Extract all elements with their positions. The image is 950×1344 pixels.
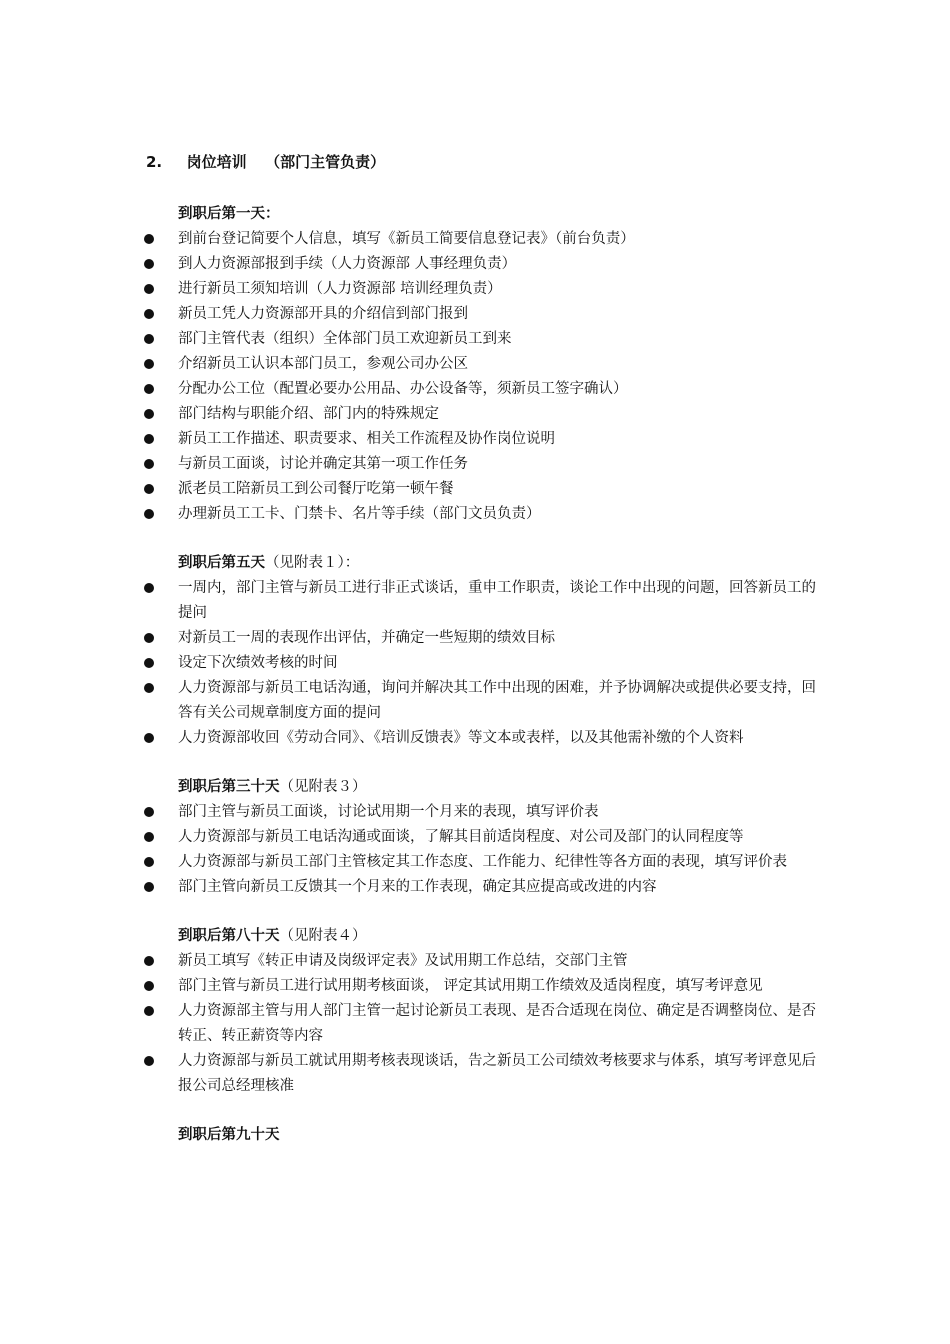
schedule-section	[0, 775, 950, 900]
list-item	[0, 302, 950, 327]
list-item	[0, 676, 950, 726]
list-item-text: 人力资源部与新员工电话沟通，询问并解决其工作中出现的困难，并予协调解决或提供必要支持，回答有关公司规章制度方面的提问	[178, 680, 816, 721]
section-title-bold: 到职后第九十天	[178, 1127, 280, 1143]
list-item	[0, 949, 950, 974]
bullet-icon	[144, 683, 154, 693]
bullet-icon	[144, 334, 154, 344]
list-item-text: 部门主管向新员工反馈其一个月来的工作表现，确定其应提高或改进的内容	[178, 879, 657, 895]
bullet-icon	[144, 832, 154, 842]
section-title	[178, 924, 950, 949]
list-item	[0, 377, 950, 402]
section-title-bold: 到职后第八十天	[178, 928, 280, 944]
list-item-text: 部门主管与新员工面谈，讨论试用期一个月来的表现，填写评价表	[178, 804, 599, 820]
bullet-icon	[144, 1006, 154, 1016]
list-item	[0, 427, 950, 452]
list-item	[0, 477, 950, 502]
bullet-icon	[144, 658, 154, 668]
list-item-text: 部门结构与职能介绍、部门内的特殊规定	[178, 406, 439, 422]
list-item-text: 到人力资源部报到手续（人力资源部 人事经理负责）	[178, 256, 517, 272]
bullet-icon	[144, 434, 154, 444]
list-item	[0, 452, 950, 477]
section-heading	[146, 151, 385, 173]
list-item-text: 进行新员工须知培训（人力资源部 培训经理负责）	[178, 281, 502, 297]
section-title	[178, 1123, 950, 1148]
bullet-icon	[144, 309, 154, 319]
heading-title: 岗位培训	[186, 153, 247, 171]
list-item	[0, 974, 950, 999]
section-title-bold: 到职后第五天	[178, 555, 265, 571]
list-item-text: 设定下次绩效考核的时间	[178, 655, 338, 671]
section-title-note: （见附表１）：	[265, 555, 360, 571]
list-item-text: 介绍新员工认识本部门员工，参观公司办公区	[178, 356, 468, 372]
list-item	[0, 277, 950, 302]
list-item	[0, 1049, 950, 1099]
list-item-text: 新员工工作描述、职责要求、相关工作流程及协作岗位说明	[178, 431, 555, 447]
bullet-icon	[144, 259, 154, 269]
list-item-text: 人力资源部与新员工部门主管核定其工作态度、工作能力、纪律性等各方面的表现，填写评价表	[178, 854, 787, 870]
bullet-icon	[144, 384, 154, 394]
training-schedule	[0, 202, 950, 1148]
bullet-icon	[144, 509, 154, 519]
list-item-text: 新员工填写《转正申请及岗级评定表》及试用期工作总结，交部门主管	[178, 953, 628, 969]
list-item	[0, 402, 950, 427]
list-item-text: 一周内，部门主管与新员工进行非正式谈话，重申工作职责，谈论工作中出现的问题，回答新员工的提问	[178, 580, 816, 621]
bullet-icon	[144, 583, 154, 593]
schedule-section	[0, 1123, 950, 1148]
list-item	[0, 850, 950, 875]
bullet-list	[0, 800, 950, 900]
list-item	[0, 352, 950, 377]
heading-note: （部门主管负责）	[265, 153, 386, 171]
list-item-text: 人力资源部与新员工就试用期考核表现谈话，告之新员工公司绩效考核要求与体系，填写考评意见后报公司总经理核准	[178, 1053, 816, 1094]
bullet-icon	[144, 484, 154, 494]
list-item	[0, 875, 950, 900]
list-item-text: 人力资源部主管与用人部门主管一起讨论新员工表现、是否合适现在岗位、确定是否调整岗位、是否转正、转正薪资等内容	[178, 1003, 816, 1044]
list-item-text: 分配办公工位（配置必要办公用品、办公设备等，须新员工签字确认）	[178, 381, 628, 397]
list-item-text: 部门主管代表（组织）全体部门员工欢迎新员工到来	[178, 331, 512, 347]
bullet-icon	[144, 633, 154, 643]
list-item-text: 对新员工一周的表现作出评估，并确定一些短期的绩效目标	[178, 630, 555, 646]
section-title	[178, 202, 950, 227]
bullet-icon	[144, 733, 154, 743]
bullet-icon	[144, 459, 154, 469]
list-item	[0, 999, 950, 1049]
heading-number: 2.	[146, 153, 163, 171]
list-item	[0, 502, 950, 527]
schedule-section	[0, 202, 950, 527]
schedule-section	[0, 924, 950, 1099]
section-title-bold: 到职后第一天：	[178, 206, 280, 222]
list-item	[0, 227, 950, 252]
bullet-list	[0, 227, 950, 527]
bullet-icon	[144, 807, 154, 817]
list-item-text: 办理新员工工卡、门禁卡、名片等手续（部门文员负责）	[178, 506, 541, 522]
list-item	[0, 576, 950, 626]
bullet-icon	[144, 284, 154, 294]
section-title-note: （见附表３）	[279, 779, 367, 795]
schedule-section	[0, 551, 950, 751]
list-item-text: 人力资源部与新员工电话沟通或面谈，了解其目前适岗程度、对公司及部门的认同程度等	[178, 829, 744, 845]
list-item	[0, 626, 950, 651]
bullet-icon	[144, 409, 154, 419]
bullet-icon	[144, 882, 154, 892]
section-title-bold: 到职后第三十天	[178, 779, 280, 795]
section-title	[178, 551, 950, 576]
bullet-list	[0, 576, 950, 751]
bullet-icon	[144, 359, 154, 369]
list-item	[0, 726, 950, 751]
list-item	[0, 825, 950, 850]
section-title-note: （见附表４）	[279, 928, 367, 944]
list-item	[0, 327, 950, 352]
bullet-icon	[144, 956, 154, 966]
list-item	[0, 800, 950, 825]
list-item-text: 到前台登记简要个人信息，填写《新员工简要信息登记表》（前台负责）	[178, 231, 635, 247]
list-item-text: 新员工凭人力资源部开具的介绍信到部门报到	[178, 306, 468, 322]
list-item	[0, 252, 950, 277]
list-item-text: 派老员工陪新员工到公司餐厅吃第一顿午餐	[178, 481, 454, 497]
bullet-icon	[144, 234, 154, 244]
bullet-icon	[144, 981, 154, 991]
bullet-list	[0, 949, 950, 1099]
bullet-icon	[144, 1056, 154, 1066]
bullet-icon	[144, 857, 154, 867]
list-item-text: 部门主管与新员工进行试用期考核面谈， 评定其试用期工作绩效及适岗程度，填写考评意见	[178, 978, 763, 994]
list-item-text: 与新员工面谈，讨论并确定其第一项工作任务	[178, 456, 468, 472]
list-item	[0, 651, 950, 676]
section-title	[178, 775, 950, 800]
list-item-text: 人力资源部收回《劳动合同》、《培训反馈表》等文本或表样，以及其他需补缴的个人资料	[178, 730, 744, 746]
